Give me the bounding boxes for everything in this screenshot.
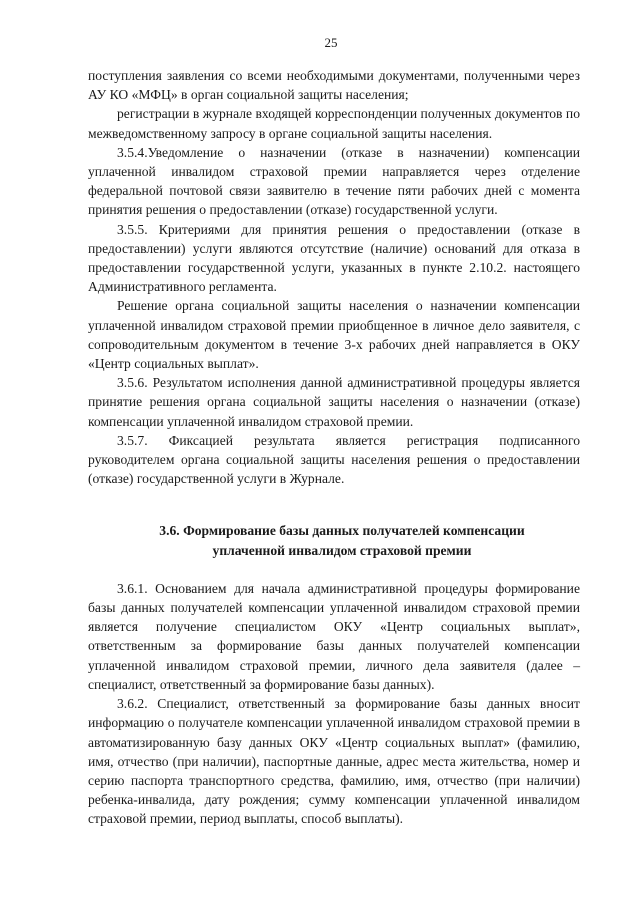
section-title-line-1: 3.6. Формирование базы данных получателей компенсации <box>159 523 525 539</box>
paragraphs-before-section <box>88 66 580 488</box>
paragraph-3-5-5: 3.5.5. Критериями для принятия решения о предоставлении (отказе в предоставлении) услуги являются отсутствие (наличие) оснований для отказа в предоставлении государственной услуги, указанных в пункте 2.10.2. настоящего Административного регламента. <box>88 221 580 295</box>
page-number: 25 <box>324 35 338 50</box>
paragraph-registration: регистрации в журнале входящей корреспонденции полученных документов по межведомственному запросу в органе социальной защиты населения. <box>88 106 580 141</box>
paragraph-3-5-7: 3.5.7. Фиксацией результата является регистрация подписанного руководителем органа социальной защиты населения решения о предоставлении (отказе) государственной услуги в Журнале. <box>88 432 580 487</box>
paragraphs-after-section <box>88 579 580 829</box>
paragraph-3-6-2: 3.6.2. Специалист, ответственный за формирование базы данных вносит информацию о получателе компенсации уплаченной инвалидом страховой премии в автоматизированную базу данных ОКУ «Центр социальных выплат» (фамилию, имя, отчество (при наличии), паспортные данные, адрес места жительства, номер и серию паспорта транспортного средства, фамилию, имя, отчество (при наличии) ребенка-инвалида, дату рождения; сумму компенсации уплаченной инвалидом страховой премии, период выплаты, способ выплаты). <box>88 696 580 827</box>
paragraph-receipt: поступления заявления со всеми необходимыми документами, полученными через АУ КО «МФЦ» в орган социальной защиты населения; <box>88 68 580 103</box>
section-title-line-2: уплаченной инвалидом страховой премии <box>212 542 472 558</box>
paragraph-3-5-6: 3.5.6. Результатом исполнения данной административной процедуры является принятие решения органа социальной защиты населения о назначении (отказе) компенсации уплаченной инвалидом страховой премии. <box>88 375 580 429</box>
paragraph-decision: Решение органа социальной защиты населения о назначении компенсации уплаченной инвалидом страховой премии приобщенное в личное дело заявителя, с сопроводительным документом в течение 3-х рабочих дней направляется в ОКУ «Центр социальных выплат». <box>88 298 580 372</box>
paragraph-3-5-4: 3.5.4.Уведомление о назначении (отказе в назначении) компенсации уплаченной инвалидом страховой премии направляется через отделение федеральной почтовой связи заявителю в течение пяти рабочих дней с момента принятия решения о предоставлении (отказе) государственной услуги. <box>88 144 580 218</box>
paragraph-3-6-1: 3.6.1. Основанием для начала административной процедуры формирование базы данных получателей компенсации уплаченной инвалидом страховой премии является получение специалистом ОКУ «Центр социальных выплат», ответственным за формирование базы данных получателей компенсации уплаченной инвалидом страховой премии, личного дела заявителя (далее – специалист, ответственный за формирование базы данных). <box>88 580 580 692</box>
section-heading <box>88 521 580 559</box>
